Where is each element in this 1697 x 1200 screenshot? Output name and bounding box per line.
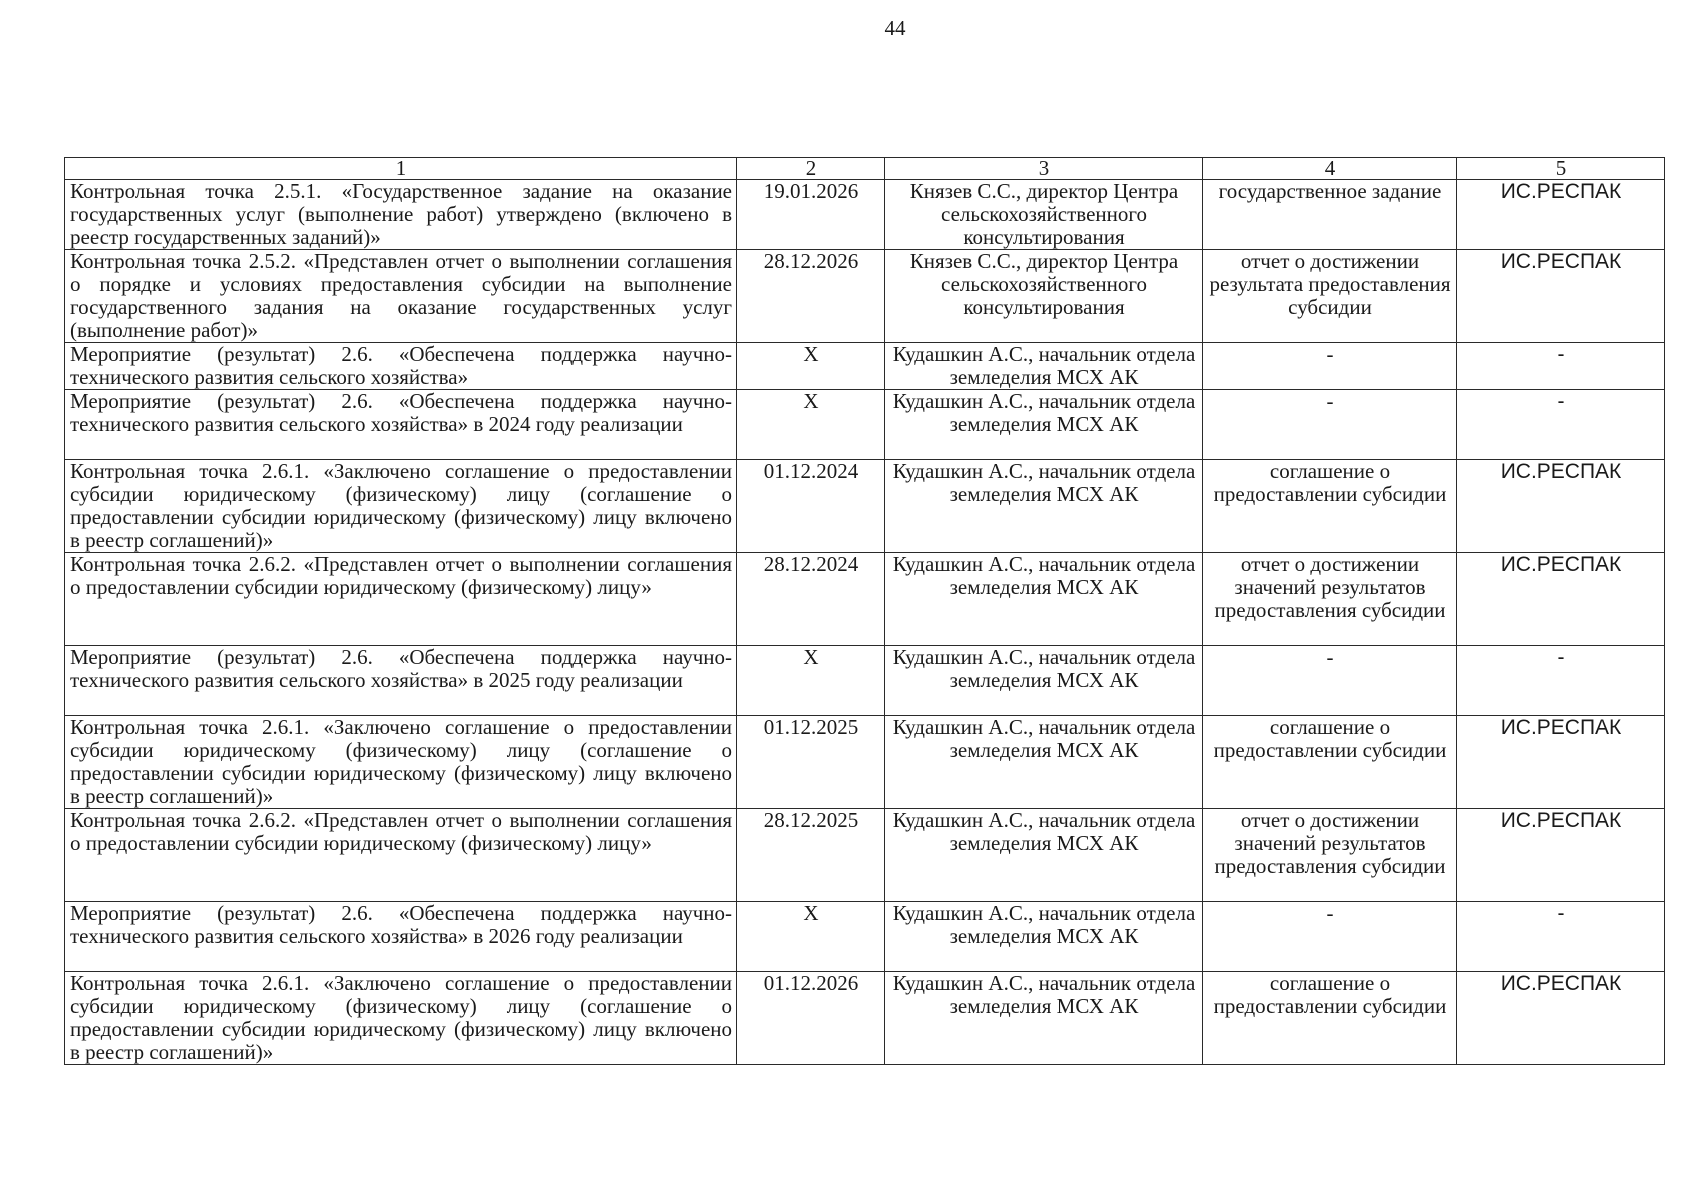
row-document: соглашение о предоставлении субсидии: [1203, 716, 1457, 809]
row-responsible: Кудашкин А.С., начальник отдела земледелия МСХ АК: [885, 809, 1203, 902]
column-header: 5: [1457, 158, 1665, 180]
row-name: Контрольная точка 2.6.1. «Заключено соглашение о предоставлении субсидии юридическому (физическому) лицу (соглашение о предоставлении субсидии юридическому (физическому) лицу включено в реестр соглашений)»: [65, 460, 737, 553]
row-date: 01.12.2025: [737, 716, 885, 809]
row-name: Контрольная точка 2.6.2. «Представлен отчет о выполнении соглашения о предоставлении субсидии юридическому (физическому) лицу»: [65, 553, 737, 646]
row-system: ИС.РЕСПАК: [1457, 972, 1665, 1065]
row-document: -: [1203, 343, 1457, 390]
row-system: ИС.РЕСПАК: [1457, 460, 1665, 553]
table-row: [65, 250, 1665, 343]
table-row: [65, 716, 1665, 809]
table-header-row: [65, 158, 1665, 180]
row-date: Х: [737, 902, 885, 972]
row-date: Х: [737, 390, 885, 460]
table-row: [65, 646, 1665, 716]
row-name: Мероприятие (результат) 2.6. «Обеспечена поддержка научно-технического развития сельского хозяйства»: [65, 343, 737, 390]
row-system: -: [1457, 646, 1665, 716]
row-document: отчет о достижении значений результатов предоставления субсидии: [1203, 553, 1457, 646]
row-document: соглашение о предоставлении субсидии: [1203, 460, 1457, 553]
column-header: 3: [885, 158, 1203, 180]
row-responsible: Кудашкин А.С., начальник отдела земледелия МСХ АК: [885, 716, 1203, 809]
row-document: -: [1203, 902, 1457, 972]
table-row: [65, 390, 1665, 460]
column-header: 2: [737, 158, 885, 180]
row-document: соглашение о предоставлении субсидии: [1203, 972, 1457, 1065]
row-name: Мероприятие (результат) 2.6. «Обеспечена поддержка научно-технического развития сельского хозяйства» в 2024 году реализации: [65, 390, 737, 460]
table-row: [65, 972, 1665, 1065]
table-row: [65, 809, 1665, 902]
row-document: государственное задание: [1203, 180, 1457, 250]
page-number: 44: [884, 16, 906, 40]
row-date: Х: [737, 343, 885, 390]
row-system: ИС.РЕСПАК: [1457, 553, 1665, 646]
row-name: Контрольная точка 2.6.1. «Заключено соглашение о предоставлении субсидии юридическому (физическому) лицу (соглашение о предоставлении субсидии юридическому (физическому) лицу включено в реестр соглашений)»: [65, 716, 737, 809]
table-row: [65, 460, 1665, 553]
row-date: 19.01.2026: [737, 180, 885, 250]
row-document: отчет о достижении результата предоставления субсидии: [1203, 250, 1457, 343]
row-responsible: Кудашкин А.С., начальник отдела земледелия МСХ АК: [885, 390, 1203, 460]
row-responsible: Кудашкин А.С., начальник отдела земледелия МСХ АК: [885, 902, 1203, 972]
row-name: Контрольная точка 2.5.2. «Представлен отчет о выполнении соглашения о порядке и условиях предоставления субсидии на выполнение государственного задания на оказание государственных услуг (выполнение работ)»: [65, 250, 737, 343]
row-responsible: Князев С.С., директор Центра сельскохозяйственного консультирования: [885, 180, 1203, 250]
row-name: Мероприятие (результат) 2.6. «Обеспечена поддержка научно-технического развития сельского хозяйства» в 2026 году реализации: [65, 902, 737, 972]
row-responsible: Кудашкин А.С., начальник отдела земледелия МСХ АК: [885, 460, 1203, 553]
control-points-table: [64, 157, 1665, 1065]
row-name: Контрольная точка 2.6.1. «Заключено соглашение о предоставлении субсидии юридическому (физическому) лицу (соглашение о предоставлении субсидии юридическому (физическому) лицу включено в реестр соглашений)»: [65, 972, 737, 1065]
table-row: [65, 180, 1665, 250]
row-responsible: Кудашкин А.С., начальник отдела земледелия МСХ АК: [885, 343, 1203, 390]
row-system: ИС.РЕСПАК: [1457, 716, 1665, 809]
row-name: Мероприятие (результат) 2.6. «Обеспечена поддержка научно-технического развития сельского хозяйства» в 2025 году реализации: [65, 646, 737, 716]
table-row: [65, 902, 1665, 972]
row-system: ИС.РЕСПАК: [1457, 180, 1665, 250]
row-date: 28.12.2026: [737, 250, 885, 343]
row-document: -: [1203, 646, 1457, 716]
row-name: Контрольная точка 2.5.1. «Государственное задание на оказание государственных услуг (выполнение работ) утверждено (включено в реестр государственных заданий)»: [65, 180, 737, 250]
row-document: отчет о достижении значений результатов предоставления субсидии: [1203, 809, 1457, 902]
table-row: [65, 343, 1665, 390]
row-date: 28.12.2025: [737, 809, 885, 902]
row-system: ИС.РЕСПАК: [1457, 250, 1665, 343]
row-date: 01.12.2024: [737, 460, 885, 553]
column-header: 1: [65, 158, 737, 180]
row-system: -: [1457, 902, 1665, 972]
row-document: -: [1203, 390, 1457, 460]
column-header: 4: [1203, 158, 1457, 180]
row-responsible: Кудашкин А.С., начальник отдела земледелия МСХ АК: [885, 553, 1203, 646]
row-date: 28.12.2024: [737, 553, 885, 646]
table-row: [65, 553, 1665, 646]
row-system: -: [1457, 390, 1665, 460]
row-responsible: Князев С.С., директор Центра сельскохозяйственного консультирования: [885, 250, 1203, 343]
row-system: -: [1457, 343, 1665, 390]
row-date: Х: [737, 646, 885, 716]
row-date: 01.12.2026: [737, 972, 885, 1065]
row-responsible: Кудашкин А.С., начальник отдела земледелия МСХ АК: [885, 646, 1203, 716]
row-system: ИС.РЕСПАК: [1457, 809, 1665, 902]
row-name: Контрольная точка 2.6.2. «Представлен отчет о выполнении соглашения о предоставлении субсидии юридическому (физическому) лицу»: [65, 809, 737, 902]
row-responsible: Кудашкин А.С., начальник отдела земледелия МСХ АК: [885, 972, 1203, 1065]
